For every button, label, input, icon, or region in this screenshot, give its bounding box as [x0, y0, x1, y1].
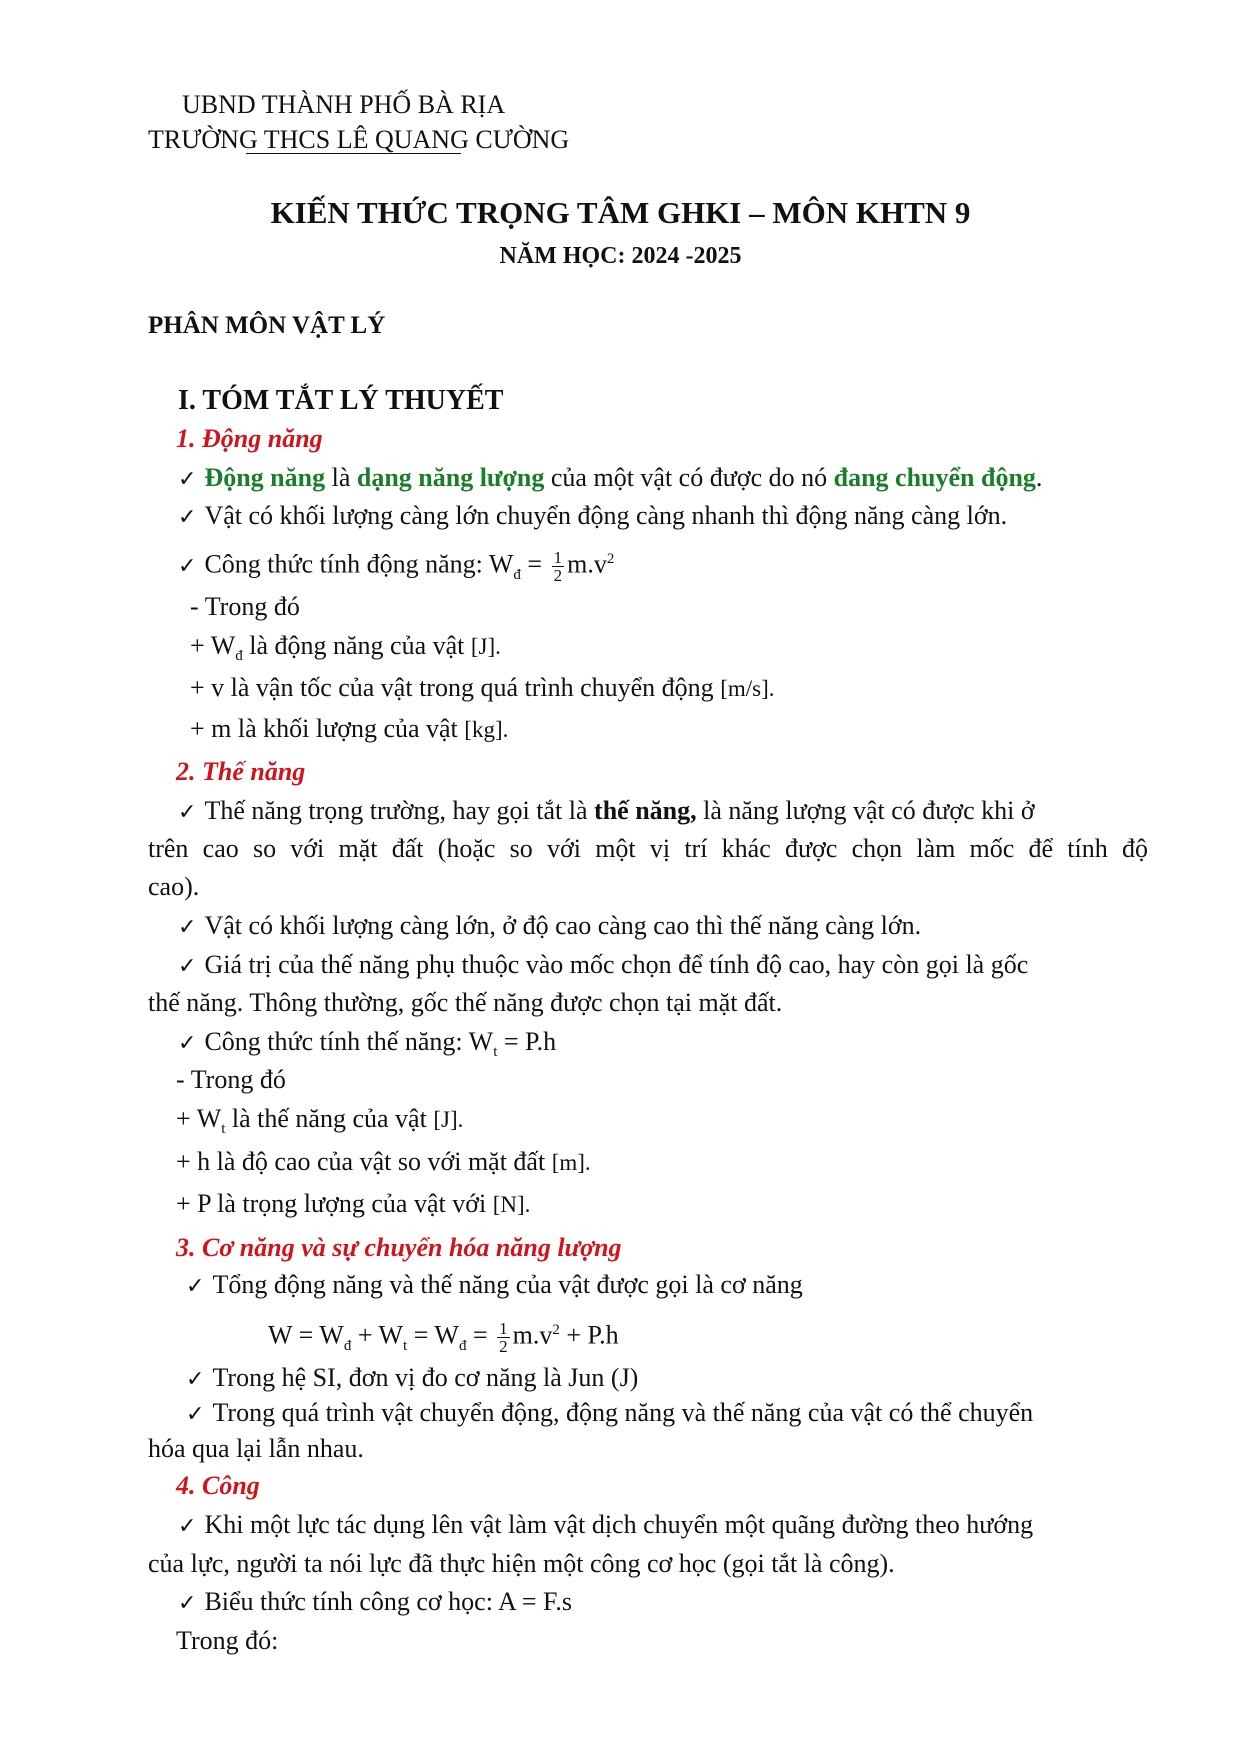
text: m.v: [567, 549, 607, 579]
subscript: đ: [513, 566, 521, 583]
text: + P là trọng lượng của vật với: [176, 1189, 493, 1218]
school-underline: [246, 153, 461, 154]
text: W = W: [268, 1320, 344, 1350]
text: Tổng động năng và thế năng của vật được gọi là cơ năng: [212, 1270, 803, 1299]
checkmark-icon: ✓: [178, 1514, 197, 1539]
checkmark-icon: ✓: [186, 1367, 205, 1392]
text: của một vật có được do nó: [544, 463, 834, 492]
bullet-kinetic-formula: [178, 544, 614, 590]
subscript: đ: [343, 1337, 352, 1354]
unit: [J].: [470, 634, 501, 659]
bullet-kinetic-definition: [178, 463, 1042, 495]
text: =: [466, 1320, 495, 1350]
paragraph-line: của lực, người ta nói lực đã thực hiện một công cơ học (gọi tắt là công).: [148, 1549, 895, 1578]
document-title: KIẾN THỨC TRỌNG TÂM GHKI – MÔN KHTN 9: [270, 195, 971, 230]
text: m.v: [512, 1320, 553, 1350]
text: + v là vận tốc của vật trong quá trình chuyển động: [190, 673, 721, 702]
superscript: 2: [606, 551, 615, 567]
school-name: TRƯỜNG THCS LÊ QUANG CƯỜNG: [148, 125, 570, 154]
bullet-work-formula: [178, 1587, 572, 1619]
text: Trong hệ SI, đơn vị đo cơ năng là Jun (J): [212, 1363, 639, 1392]
text: + h là độ cao của vật so với mặt đất: [176, 1147, 552, 1176]
text: =: [520, 549, 549, 579]
numerator: 1: [499, 1319, 508, 1339]
unit: [N].: [492, 1192, 531, 1217]
paragraph-line: cao).: [148, 872, 200, 901]
subscript: t: [403, 1337, 408, 1354]
bullet-potential-definition: [178, 796, 1035, 828]
authority-name: UBND THÀNH PHỐ BÀ RỊA: [182, 90, 506, 119]
checkmark-icon: ✓: [178, 954, 197, 979]
mechanical-energy-formula: [268, 1315, 619, 1361]
bullet-mechanical-definition: [186, 1270, 803, 1302]
text: là thế năng của vật: [225, 1104, 434, 1133]
checkmark-icon: ✓: [178, 915, 197, 940]
where-item: [176, 1104, 463, 1144]
where-item: [176, 1189, 530, 1220]
unit: [J].: [433, 1107, 464, 1132]
text: Trong quá trình vật chuyển động, động năng và thế năng của vật có thể chuyển: [212, 1398, 1034, 1427]
checkmark-icon: ✓: [178, 1591, 197, 1616]
unit: [m].: [551, 1150, 591, 1175]
text: + m là khối lượng của vật: [190, 714, 465, 743]
subscript: đ: [235, 648, 243, 665]
paragraph-line: hóa qua lại lẫn nhau.: [148, 1434, 364, 1463]
text: Biểu thức tính công cơ học: A = F.s: [204, 1587, 573, 1616]
text: Công thức tính thế năng: W: [204, 1027, 494, 1056]
keyword-potential: thế năng,: [594, 796, 697, 825]
text: + W: [351, 1320, 404, 1350]
text: là: [325, 463, 357, 492]
heading-work: 4. Công: [176, 1471, 260, 1500]
keyword-kinetic: Động năng: [204, 463, 326, 492]
section-heading: PHÂN MÔN VẬT LÝ: [148, 312, 386, 339]
text: = W: [407, 1320, 459, 1350]
text: + P.h: [559, 1320, 619, 1350]
where-label: - Trong đó: [190, 592, 300, 621]
bullet-kinetic-mass: [178, 501, 1007, 533]
where-label: Trong đó:: [176, 1626, 279, 1655]
unit: [kg].: [464, 717, 509, 742]
text: + W: [176, 1104, 222, 1133]
fraction-half: [552, 549, 565, 584]
unit: [m/s].: [720, 676, 775, 701]
heading-potential-energy: 2. Thế năng: [176, 757, 306, 786]
bullet-si-unit: [186, 1363, 638, 1395]
text: Vật có khối lượng càng lớn, ở độ cao càng cao thì thế năng càng lớn.: [204, 911, 922, 940]
subscript: t: [221, 1121, 226, 1138]
superscript: 2: [552, 1322, 560, 1338]
heading-mechanical-energy: 3. Cơ năng và sự chuyển hóa năng lượng: [176, 1233, 622, 1262]
text: + W: [190, 631, 236, 660]
text: Thế năng trọng trường, hay gọi tắt là: [204, 796, 595, 825]
checkmark-icon: ✓: [178, 467, 197, 492]
text: là động năng của vật: [242, 631, 471, 660]
bullet-potential-reference: [178, 950, 1028, 982]
where-label: - Trong đó: [176, 1065, 286, 1094]
paragraph-line: thế năng. Thông thường, gốc thế năng được chọn tại mặt đất.: [148, 988, 783, 1017]
where-item: [190, 673, 775, 704]
text: Vật có khối lượng càng lớn chuyển động càng nhanh thì động năng càng lớn.: [204, 501, 1008, 530]
denominator: 2: [553, 566, 563, 586]
heading-kinetic-energy: 1. Động năng: [176, 424, 323, 453]
text: là năng lượng vật có được khi ở: [696, 796, 1035, 825]
numerator: 1: [553, 548, 563, 568]
checkmark-icon: ✓: [186, 1402, 205, 1427]
where-item: [190, 714, 508, 745]
where-item: [190, 631, 501, 671]
keyword-energy-form: dạng năng lượng: [356, 463, 545, 492]
checkmark-icon: ✓: [178, 505, 197, 530]
bullet-energy-conversion: [186, 1398, 1033, 1430]
checkmark-icon: ✓: [178, 553, 197, 579]
checkmark-icon: ✓: [186, 1274, 205, 1299]
subscript: đ: [458, 1337, 467, 1354]
denominator: 2: [499, 1337, 508, 1357]
bullet-potential-mass: [178, 911, 921, 943]
paragraph-line: trên cao so với mặt đất (hoặc so với một vị trí khác được chọn làm mốc để tính độ: [148, 834, 1148, 863]
checkmark-icon: ✓: [178, 1031, 197, 1056]
where-item: [176, 1147, 591, 1178]
text: .: [1035, 463, 1043, 492]
fraction-half: [497, 1320, 510, 1355]
keyword-moving: đang chuyển động: [833, 463, 1036, 492]
text: Công thức tính động năng: W: [204, 549, 514, 579]
text: = P.h: [497, 1027, 557, 1056]
subscript: t: [493, 1044, 498, 1061]
text: Giá trị của thế năng phụ thuộc vào mốc chọn để tính độ cao, hay còn gọi là gốc: [204, 950, 1029, 979]
checkmark-icon: ✓: [178, 800, 197, 825]
text: Khi một lực tác dụng lên vật làm vật dịch chuyển một quãng đường theo hướng: [204, 1510, 1034, 1539]
bullet-work-definition: [178, 1510, 1033, 1542]
school-year: NĂM HỌC: 2024 -2025: [499, 243, 742, 269]
bullet-potential-formula: [178, 1027, 556, 1067]
part-heading: I. TÓM TẮT LÝ THUYẾT: [178, 385, 504, 416]
